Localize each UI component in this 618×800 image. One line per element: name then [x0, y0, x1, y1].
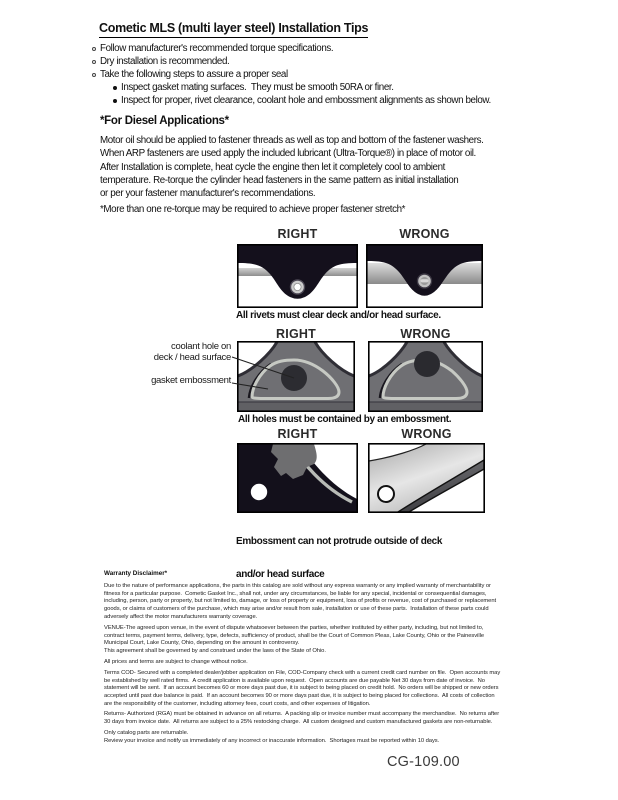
page-number: CG-109.00: [387, 754, 460, 770]
paragraph-line: When ARP fasteners are used apply the included lubricant (Ultra-Torque®) in place of motor oil.: [100, 148, 476, 159]
embossment-containment-caption: All holes must be contained by an embossment.: [238, 414, 452, 425]
embossment-protrusion-wrong-diagram: [368, 443, 485, 518]
warranty-line: Terms COD- Secured with a completed dealer/jobber application on File, COD-Company check with a current credit card number on file. Open accounts may: [104, 670, 501, 676]
installation-tips-list: [92, 43, 491, 108]
warranty-line: Due to the nature of performance applications, the parts in this catalog are sold without any express warranty or any implied warranty of merchantability or: [104, 583, 491, 589]
right-label: RIGHT: [277, 427, 318, 441]
page-title: Cometic MLS (multi layer steel) Installation Tips: [99, 21, 368, 38]
diesel-paragraph-2: [100, 161, 458, 200]
list-item: [92, 43, 491, 56]
embossment-containment-right-diagram: [237, 341, 355, 417]
warranty-line: goods, or claims of customers of the purchase, which may arise and/or result from sale, installation or use of these parts. Installation of these parts could: [104, 606, 489, 613]
venue-paragraph: [104, 625, 484, 656]
list-item-text: Take the following steps to assure a proper seal: [100, 69, 288, 80]
list-item-text: Inspect for proper, rivet clearance, coolant hole and embossment alignments as shown below.: [121, 95, 491, 106]
open-bullet-icon: [92, 60, 96, 64]
warranty-line: adversely affect the motor manufacturers warranty coverage.: [104, 613, 258, 620]
wrong-label: WRONG: [400, 327, 451, 341]
warranty-heading: Warranty Disclaimer*: [104, 570, 168, 577]
catalog-returns-paragraph: [104, 730, 439, 745]
open-bullet-icon: [92, 73, 96, 77]
paragraph-line: or per your fastener manufacturer's recommendations.: [100, 188, 316, 199]
list-item-text: Dry installation is recommended.: [100, 56, 230, 67]
list-item-text: Follow manufacturer's recommended torque specifications.: [100, 43, 334, 54]
retorque-note: *More than one re-torque may be required to achieve proper fastener stretch*: [100, 204, 406, 215]
warranty-line: including, person, party or property, but not limited to, damage, or loss of property or equipment, loss of profits or revenue, cost of purchased or replacement: [104, 598, 497, 605]
wrong-label: WRONG: [399, 227, 450, 241]
warranty-line: All prices and terms are subject to change without notice.: [104, 659, 248, 665]
warranty-line: be established by well rated firms. A credit application is available upon request. Open accounts are due payable Net 30 days from date of invoice. No: [104, 677, 485, 684]
wrong-label: WRONG: [401, 427, 452, 441]
warranty-line: Municipal Court, Lake County, Ohio, depending on the amount in controversy.: [104, 640, 300, 647]
warranty-line: This agreement shall be governed by and construed under the laws of the State of Ohio.: [104, 648, 326, 655]
rivet-caption: All rivets must clear deck and/or head surface.: [236, 310, 441, 321]
coolant-hole-callout: [98, 342, 231, 363]
caption-line: Embossment can not protrude outside of deck: [236, 536, 443, 547]
warranty-line: VENUE-The agreed upon venue, in the event of dispute whatsoever between the parties, whether instituted by either party, including, but not limited to,: [104, 625, 484, 631]
warranty-line: Review your invoice and notify us immediately of any incorrect or inaccurate information. Shortages must be reported within 10 days.: [104, 737, 440, 744]
warranty-line: Only catalog parts are returnable.: [104, 730, 189, 736]
list-item: [113, 82, 491, 95]
rivet-clearance-right-diagram: [237, 244, 358, 313]
warranty-paragraph: [104, 583, 496, 622]
paragraph-line: temperature. Re-torque the cylinder head fasteners in the same pattern as initial installation: [100, 175, 459, 186]
list-item-text: Inspect gasket mating surfaces. They must be smooth 50RA or finer.: [121, 82, 394, 93]
embossment-containment-wrong-diagram: [368, 341, 483, 417]
filled-bullet-icon: [113, 99, 117, 103]
paragraph-line: After Installation is complete, heat cycle the engine then let it completely cool to ambient: [100, 162, 445, 173]
callout-line: deck / head surface: [153, 351, 231, 363]
callout-line: coolant hole on: [171, 341, 231, 352]
warranty-line: 30 days from invoice date. All returns are subject to a 25% restocking charge. All custom designed and custom manufactured gaskets are non-returnable.: [104, 718, 493, 725]
list-item: [113, 95, 491, 108]
paragraph-line: Motor oil should be applied to fastener threads as well as top and bottom of the fastener washers.: [100, 135, 484, 146]
caption-line: and/or head surface: [236, 569, 325, 580]
warranty-line: statement will be sent. If an account becomes 60 or more days past due, it is subject to being placed on credit hold. No orders will be shipped or new orders: [104, 685, 499, 692]
open-bullet-icon: [92, 47, 96, 51]
warranty-line: accepted until past due balance is paid. If an account becomes 90 or more days past due, it is subject to being placed for collections. All costs of collection: [104, 693, 495, 700]
diesel-paragraph-1: [100, 134, 483, 160]
diesel-section-heading: *For Diesel Applications*: [100, 115, 229, 127]
prices-paragraph: [104, 659, 248, 667]
warranty-line: contract terms, payment terms, delivery, type, defects, sufficiency of product, shall be the Court of Common Pleas, Lake County, Ohio or the Painesville: [104, 632, 485, 639]
warranty-line: are the responsibility of the customer, including attorney fees, court costs, and other expenses of litigation.: [104, 700, 371, 707]
warranty-line: fitness for a particular purpose. Cometic Gasket Inc., shall not, under any circumstances, be liable for any special, incidental or consequential damages,: [104, 590, 487, 597]
terms-paragraph: [104, 670, 500, 709]
right-label: RIGHT: [277, 227, 318, 241]
embossment-protrusion-right-diagram: [237, 443, 358, 518]
filled-bullet-icon: [113, 86, 117, 90]
list-item: [92, 56, 491, 69]
callout-line: gasket embossment: [151, 375, 231, 386]
rivet-clearance-wrong-diagram: [366, 244, 483, 313]
warranty-line: Returns- Authorized (RGA) must be obtained in advance on all returns. A packing slip or invoice number must accompany the merchandise. No returns after: [104, 711, 500, 717]
right-label: RIGHT: [276, 327, 316, 341]
list-item: [92, 69, 491, 82]
gasket-embossment-callout: [98, 376, 231, 387]
returns-paragraph: [104, 711, 499, 726]
